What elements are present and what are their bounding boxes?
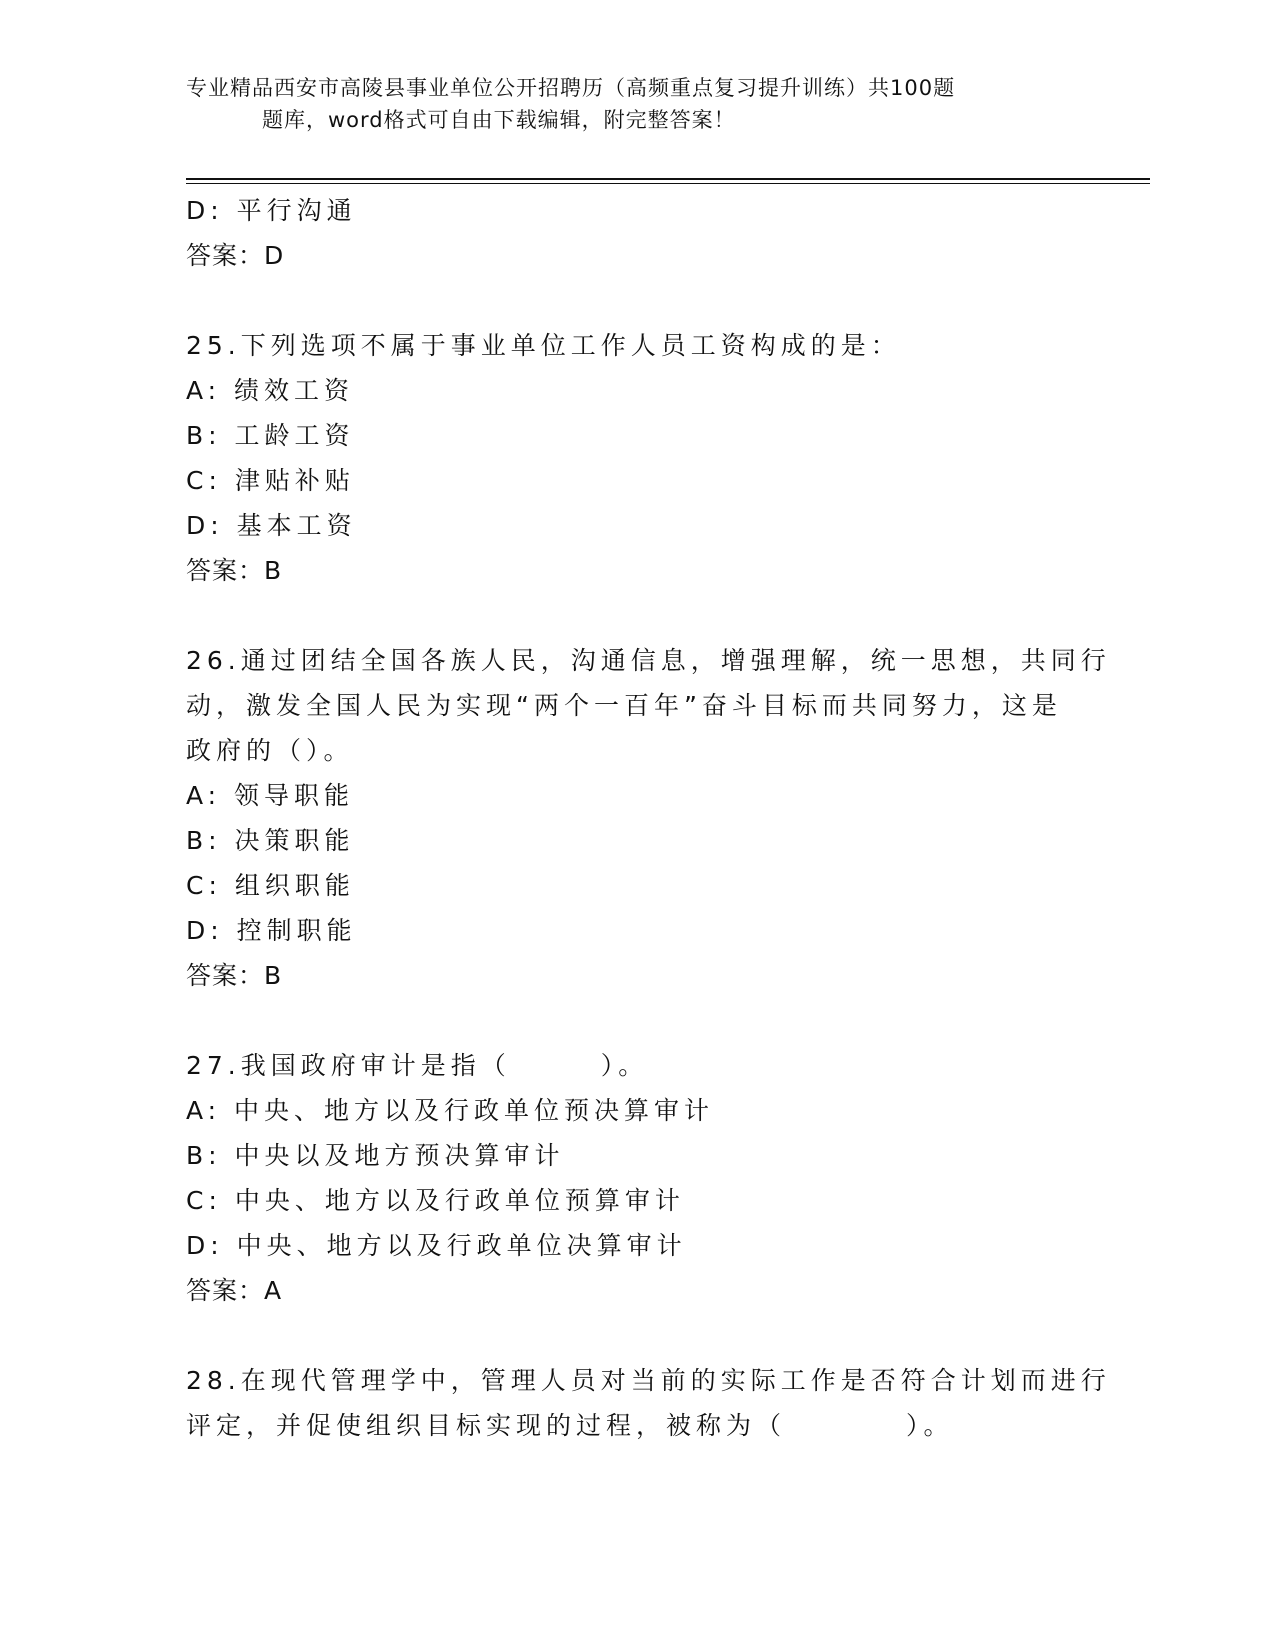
question-text: 动，激发全国人民为实现“两个一百年”奋斗目标而共同努力，这是: [186, 691, 1062, 720]
answer: 答案：A: [186, 1276, 283, 1305]
question-27: [186, 1043, 1086, 1313]
spacer: [186, 593, 1086, 638]
document-body: [186, 188, 1111, 1448]
question-25: [186, 323, 1086, 593]
question-26: [186, 638, 1111, 998]
header-line-1: 专业精品西安市高陵县事业单位公开招聘历（高频重点复习提升训练）共100题: [186, 76, 956, 100]
option-a: A: 绩效工资: [186, 376, 355, 405]
question-text: 28.在现代管理学中，管理人员对当前的实际工作是否符合计划而进行: [186, 1366, 1111, 1395]
option-a: A: 领导职能: [186, 781, 355, 810]
question-text: 政府的（）。: [186, 736, 354, 765]
option-c: C: 津贴补贴: [186, 466, 355, 495]
option-d: D: 平行沟通: [186, 196, 357, 225]
option-c: C: 中央、地方以及行政单位预算审计: [186, 1186, 685, 1215]
spacer: [186, 1313, 1086, 1358]
header-line-2: 题库，word格式可自由下载编辑，附完整答案！: [262, 108, 736, 132]
answer: 答案：B: [186, 556, 283, 585]
option-b: B: 决策职能: [186, 826, 355, 855]
header-rule-thin: [186, 183, 1150, 184]
question-text: 26.通过团结全国各族人民，沟通信息，增强理解，统一思想，共同行: [186, 646, 1111, 675]
answer: 答案：D: [186, 241, 285, 270]
option-a: A: 中央、地方以及行政单位预决算审计: [186, 1096, 715, 1125]
spacer: [186, 278, 1086, 323]
option-b: B: 工龄工资: [186, 421, 355, 450]
question-text: 评定，并促使组织目标实现的过程，被称为（ ）。: [186, 1411, 954, 1440]
option-b: B: 中央以及地方预决算审计: [186, 1141, 565, 1170]
question-28: [186, 1358, 1111, 1448]
option-d: D: 基本工资: [186, 511, 357, 540]
question-text: 25.下列选项不属于事业单位工作人员工资构成的是：: [186, 331, 901, 360]
option-d: D: 控制职能: [186, 916, 357, 945]
answer: 答案：B: [186, 961, 283, 990]
document-header: [186, 72, 1046, 136]
spacer: [186, 998, 1086, 1043]
question-text: 27.我国政府审计是指（ ）。: [186, 1051, 649, 1080]
option-d: D: 中央、地方以及行政单位决算审计: [186, 1231, 687, 1260]
header-rule-thick: [186, 178, 1150, 180]
option-c: C: 组织职能: [186, 871, 355, 900]
